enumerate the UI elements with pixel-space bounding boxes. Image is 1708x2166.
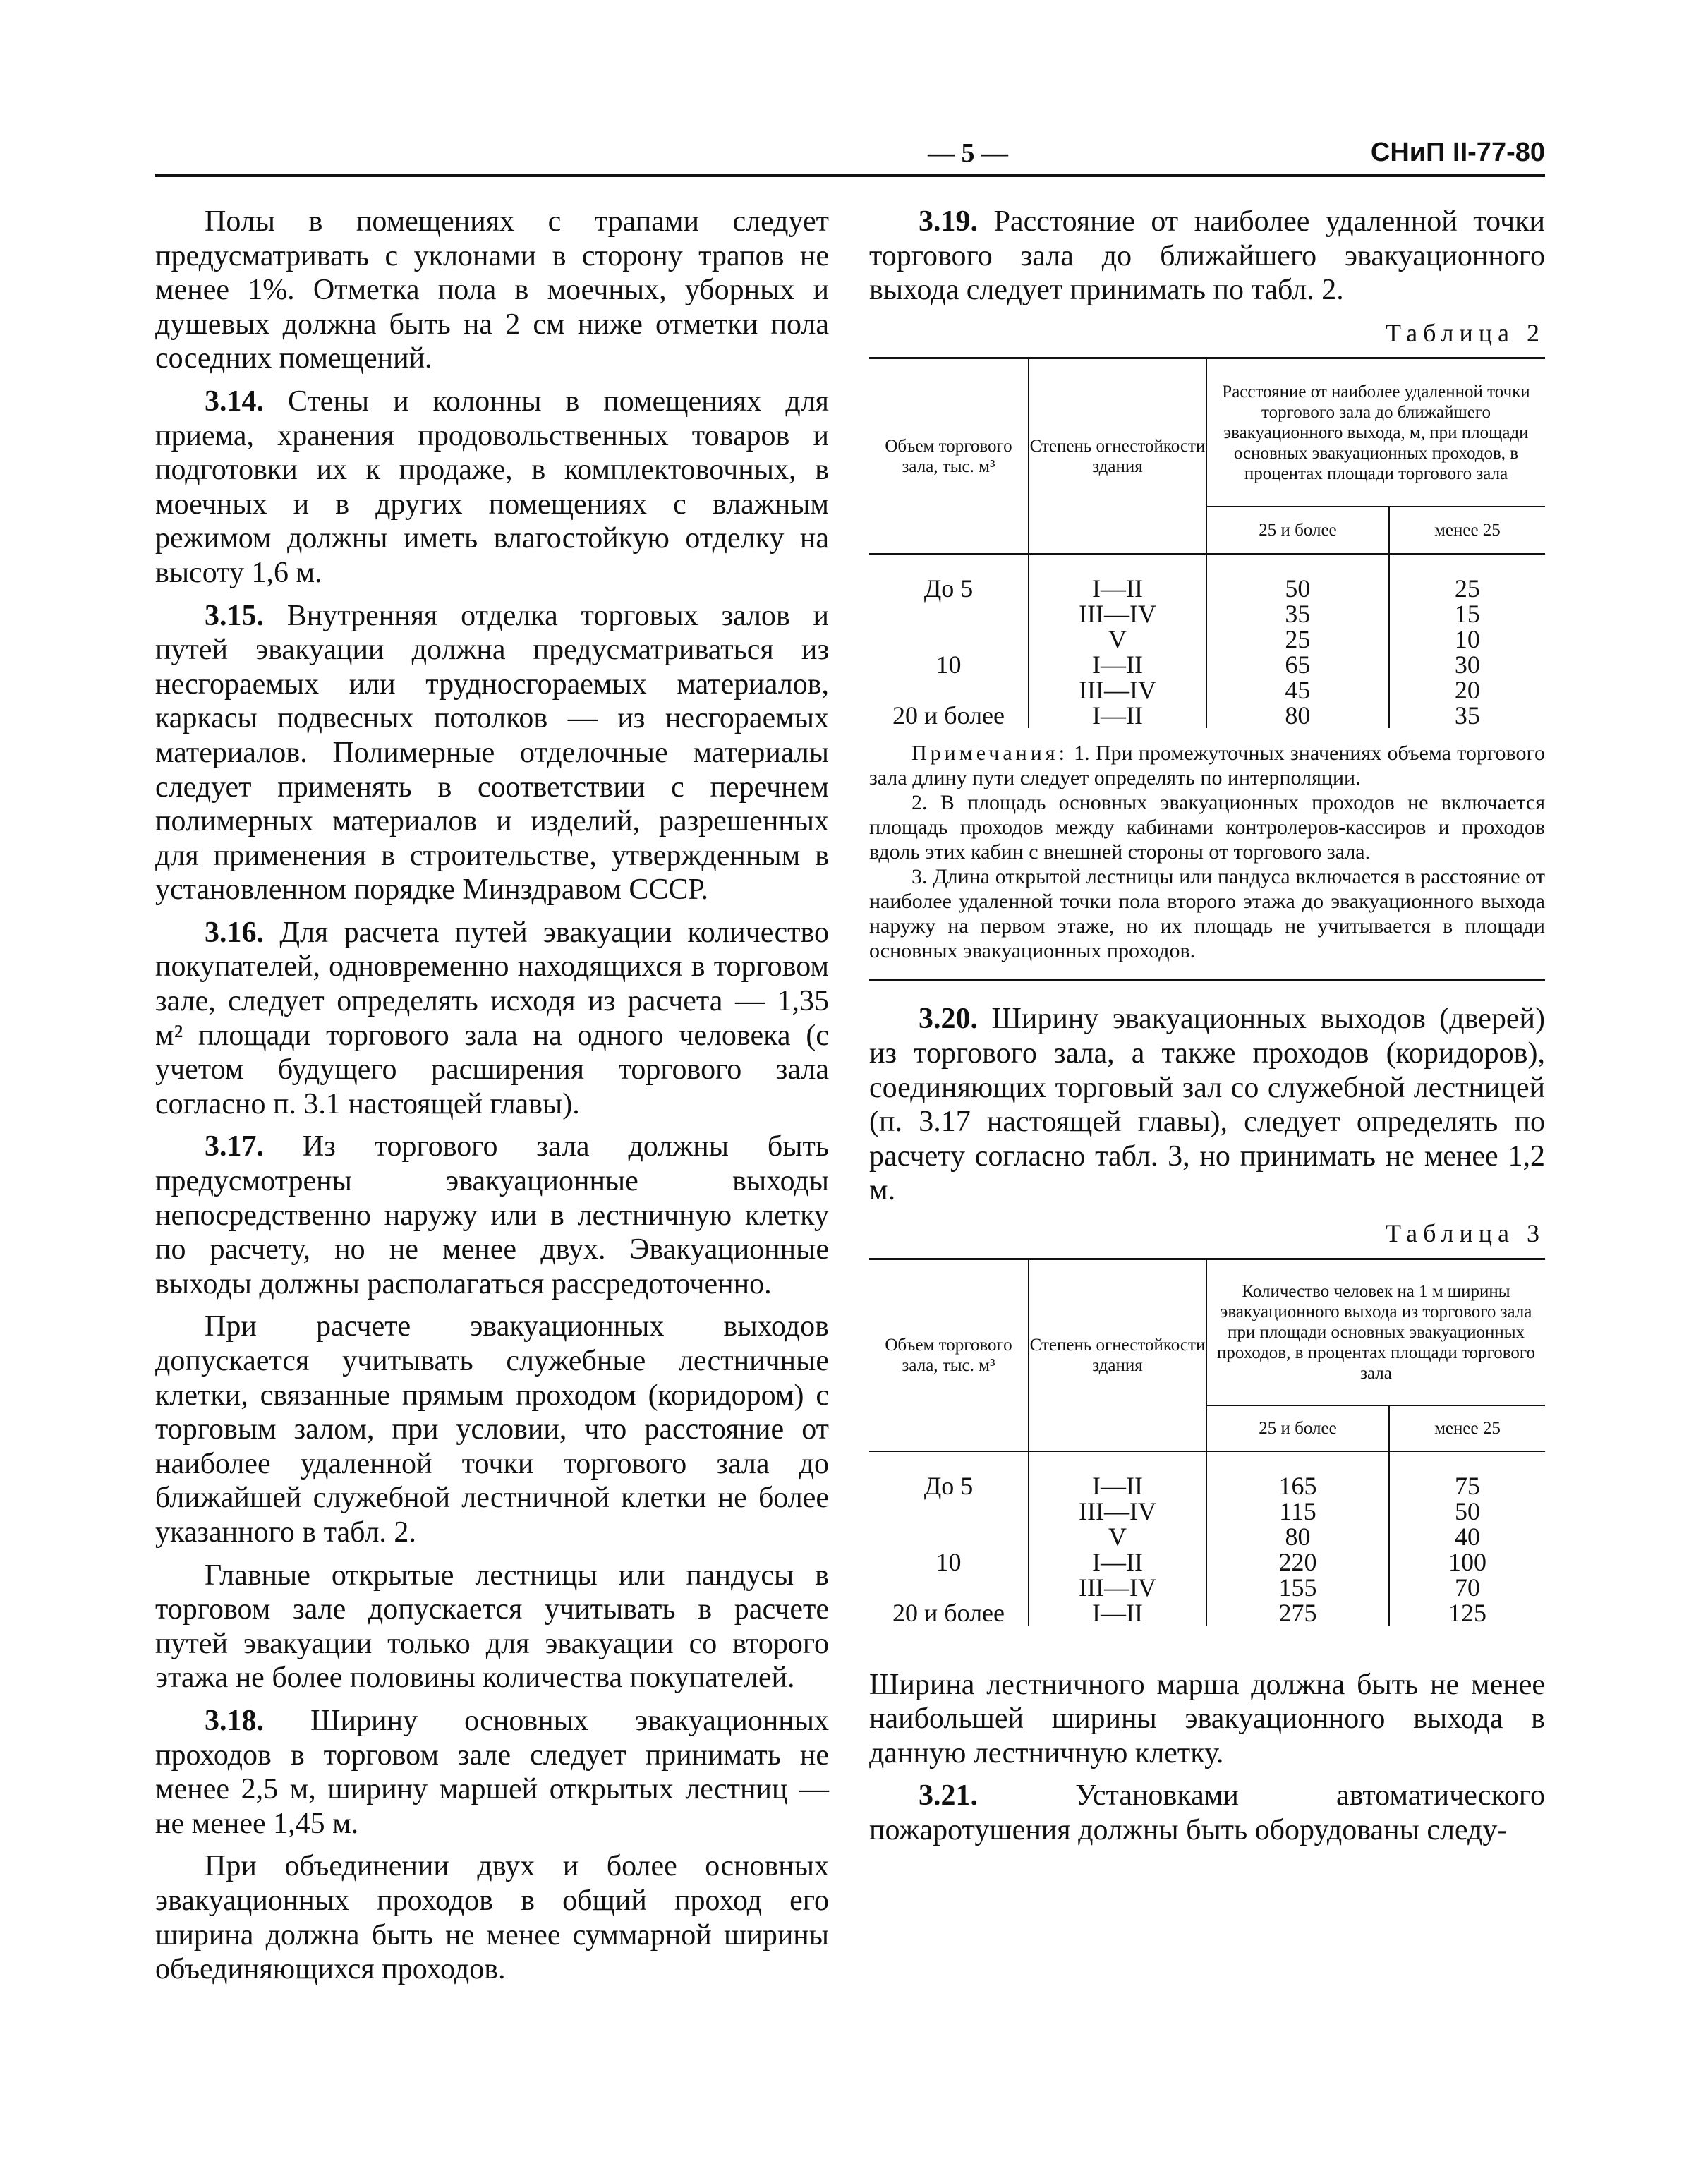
paragraph-3-14: 3.14. Стены и колонны в помещениях для приема, хранения продовольственных товаров и подготовки их к продаже, в комплектовочных, в моечных и в других помещениях с влажным режимом должны иметь влагостойкую отделку на высоту 1,6 м.: [155, 385, 829, 589]
table-3: [869, 1258, 1545, 1626]
paragraph-exits-calc: При расчете эвакуационных выходов допускается учитывать служебные лестничные клетки, связанные прямым проходом (коридором) с торговым залом, при условии, что расстояние от наиболее удаленной точки торгового зала до ближайшей служебной лестничной клетки не более указанного в табл. 2.: [155, 1310, 829, 1549]
paragraph-3-18: 3.18. Ширину основных эвакуационных проходов в торговом зале следует принимать не менее 2,5 м, ширину маршей открытых лестниц — не менее 1,45 м.: [155, 1704, 829, 1840]
page-header: [155, 138, 1545, 173]
table3-header-volume: Объем торгового зала, тыс. м³: [869, 1259, 1029, 1451]
table-row: V 25 10: [869, 627, 1545, 652]
notes-label: Примечания:: [911, 742, 1068, 766]
table-row: III—IV 45 20: [869, 677, 1545, 703]
table-row: III—IV 155 70: [869, 1575, 1545, 1600]
table3-caption: Таблица 3: [1386, 1218, 1545, 1247]
paragraph-3-21: 3.21. Установками автоматического пожаротушения должны быть оборудованы следу-: [869, 1779, 1545, 1846]
table2-notes: [869, 741, 1545, 963]
table-row: III—IV 35 15: [869, 601, 1545, 627]
table2-subheader-25-plus: 25 и более: [1206, 507, 1389, 554]
table2-header-volume: Объем торгового зала, тыс. м³: [869, 358, 1029, 555]
note-1: 1. При промежуточных значениях объема торгового зала длину пути следует определять по интерполяции.: [869, 742, 1545, 790]
table-row: До 5 I—II 50 25: [869, 576, 1545, 601]
table-2: [869, 357, 1545, 728]
table3-header-fire-resistance: Степень огнестойкости здания: [1029, 1259, 1206, 1451]
table-row: 20 и более I—II 275 125: [869, 1600, 1545, 1626]
table-row: 10 I—II 220 100: [869, 1549, 1545, 1575]
table3-subheader-less-25: менее 25: [1389, 1405, 1545, 1451]
page-number: — 5 —: [928, 138, 1008, 168]
paragraph-3-15: 3.15. Внутренняя отделка торговых залов и путей эвакуации должна предусматриваться из несгораемых или трудносгораемых материалов, каркасы подвесных потолков — из несгораемых материалов. Полимерные отделочные материалы следует применять в соответствии с перечнем полимерных материалов и изделий, разрешенных для применения в строительстве, утвержденным в установленном порядке Минздравом СССР.: [155, 599, 829, 907]
paragraph-floors: Полы в помещениях с трапами следует предусматривать с уклонами в сторону трапов не менее 1%. Отметка пола в моечных, уборных и душевых должна быть на 2 см ниже отметки пола соседних помещений.: [155, 205, 829, 375]
table3-header-people: Количество человек на 1 м ширины эвакуационного выхода из торгового зала при площади основных эвакуационных проходов, в процентах площади торгового зала: [1206, 1259, 1545, 1405]
left-column: [155, 205, 829, 1995]
note-3: 3. Длина открытой лестницы или пандуса включается в расстояние от наиболее удаленной точки пола второго этажа до эвакуационного выхода наружу на первом этаже, но их площадь не учитывается в площади основных эвакуационных проходов.: [869, 865, 1545, 963]
table-row: 20 и более I—II 80 35: [869, 703, 1545, 728]
table2-header-distance: Расстояние от наиболее удаленной точки торгового зала до ближайшего эвакуационного выхода, м, при площади основных эвакуационных проходов, в процентах площади торгового зала: [1206, 358, 1545, 507]
table2-subheader-less-25: менее 25: [1389, 507, 1545, 554]
table-row: V 80 40: [869, 1524, 1545, 1549]
table-row: 10 I—II 65 30: [869, 652, 1545, 677]
document-code: СНиП II-77-80: [1370, 138, 1545, 167]
paragraph-3-20: 3.20. Ширину эвакуационных выходов (дверей) из торгового зала, а также проходов (коридоров), соединяющих торговый зал со служебной лестницей (п. 3.17 настоящей главы), следует определять по расчету согласно табл. 3, но принимать не менее 1,2 м.: [869, 1003, 1545, 1207]
paragraph-main-stairs: Главные открытые лестницы или пандусы в торговом зале допускается учитывать в расчете путей эвакуации только для эвакуации со второго этажа не более половины количества покупателей.: [155, 1559, 829, 1695]
paragraph-3-19: 3.19. Расстояние от наиболее удаленной точки торгового зала до ближайшего эвакуационного выхода следует принимать по табл. 2.: [869, 205, 1545, 307]
table-row: III—IV 115 50: [869, 1499, 1545, 1524]
note-2: 2. В площадь основных эвакуационных проходов не включается площадь проходов между кабинами контролеров-кассиров и проходов вдоль этих кабин с внешней стороны от торгового зала.: [869, 791, 1545, 864]
table-row: До 5 I—II 165 75: [869, 1473, 1545, 1499]
right-column: [869, 205, 1545, 1856]
paragraph-stair-width: Ширина лестничного марша должна быть не менее наибольшей ширины эвакуационного выхода в данную лестничную клетку.: [869, 1668, 1545, 1769]
paragraph-combined-passages: При объединении двух и более основных эвакуационных проходов в общий проход его ширина должна быть не менее суммарной ширины объединяющихся проходов.: [155, 1850, 829, 1986]
paragraph-3-17: 3.17. Из торгового зала должны быть предусмотрены эвакуационные выходы непосредственно наружу или в лестничную клетку по расчету, но не менее двух. Эвакуационные выходы должны располагаться рассредоточенно.: [155, 1130, 829, 1300]
table2-end-rule: [869, 979, 1545, 981]
paragraph-3-16: 3.16. Для расчета путей эвакуации количество покупателей, одновременно находящихся в торговом зале, следует определять исходя из расчета — 1,35 м² площади торгового зала на одного человека (с учетом будущего расширения торгового зала согласно п. 3.1 настоящей главы).: [155, 916, 829, 1120]
table2-header-fire-resistance: Степень огнестойкости здания: [1029, 358, 1206, 555]
table3-subheader-25-plus: 25 и более: [1206, 1405, 1389, 1451]
table2-caption: Таблица 2: [1386, 318, 1545, 347]
header-rule: [155, 174, 1545, 177]
